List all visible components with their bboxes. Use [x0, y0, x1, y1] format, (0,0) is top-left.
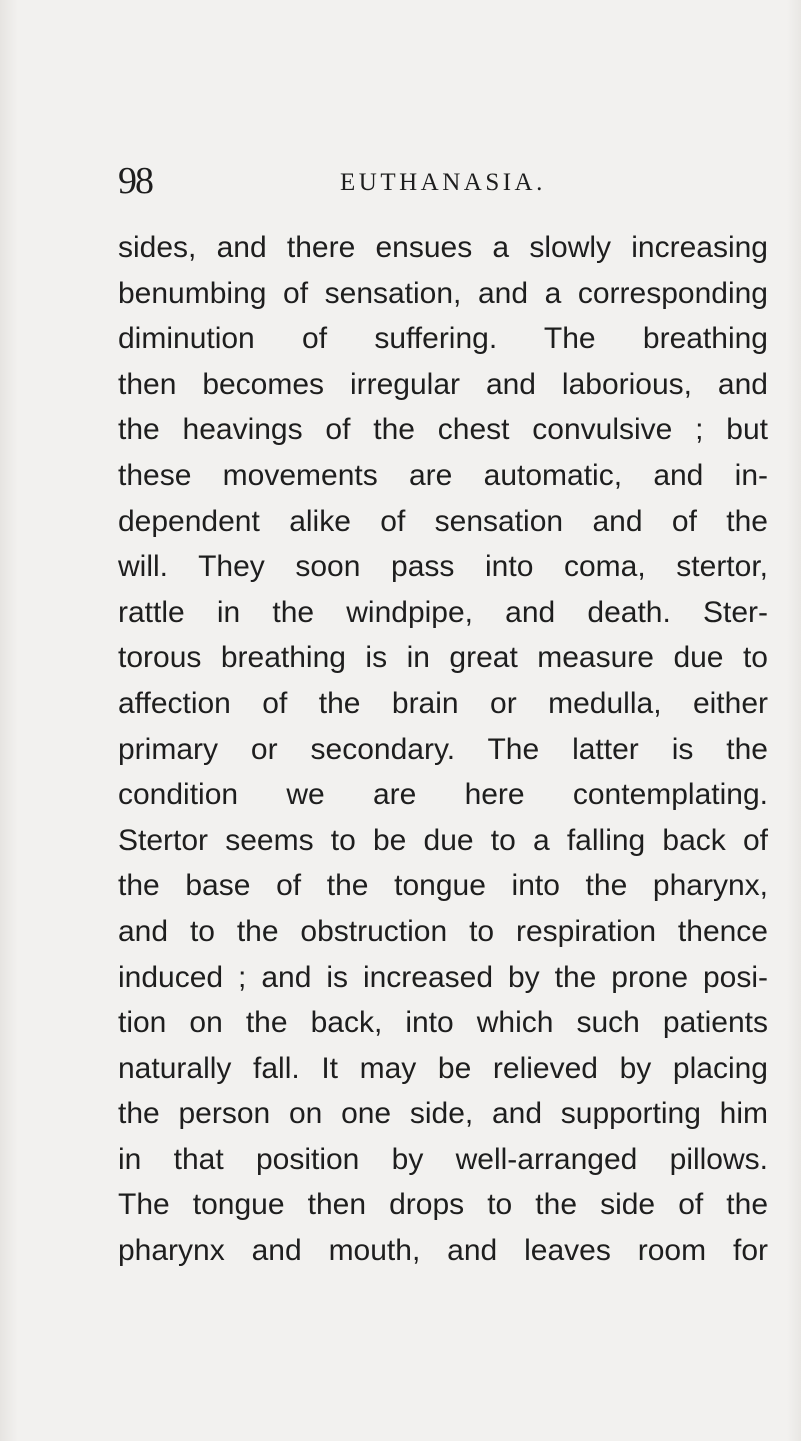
text-line: affection of the brain or medulla, either: [118, 686, 768, 720]
text-line: pharynx and mouth, and leaves room for: [118, 1234, 768, 1268]
text-line: primary or secondary. The latter is the: [118, 732, 768, 766]
text-line: tion on the back, into which such patients: [118, 1006, 768, 1040]
text-line: condition we are here contemplating.: [118, 778, 768, 812]
text-line: naturally fall. It may be relieved by placing: [118, 1051, 768, 1085]
text-line: these movements are automatic, and in-: [118, 458, 768, 492]
text-line: The tongue then drops to the side of the: [118, 1188, 768, 1222]
text-line: dependent alike of sensation and of the: [118, 504, 768, 538]
text-line: and to the obstruction to respiration thence: [118, 914, 768, 948]
text-line: sides, and there ensues a slowly increasing: [118, 231, 768, 264]
text-line: then becomes irregular and laborious, and: [118, 367, 768, 401]
page-edge-shadow-right: [787, 0, 801, 1441]
text-line: diminution of suffering. The breathing: [118, 322, 768, 356]
text-line: torous breathing is in great measure due to: [118, 641, 768, 675]
text-line: in that position by well-arranged pillows.: [118, 1142, 768, 1176]
page-number: 98: [118, 160, 152, 202]
text-line: the person on one side, and supporting him: [118, 1097, 768, 1131]
running-head: [118, 158, 768, 204]
body-text: [118, 225, 768, 1274]
text-line: the heavings of the chest convulsive ; but: [118, 413, 768, 447]
text-line: will. They soon pass into coma, stertor,: [118, 550, 768, 584]
text-line: rattle in the windpipe, and death. Ster-: [118, 595, 768, 629]
text-line: induced ; and is increased by the prone posi-: [118, 960, 768, 994]
page-edge-shadow-left: [0, 0, 18, 1441]
running-title: EUTHANASIA.: [340, 169, 546, 196]
text-line: the base of the tongue into the pharynx,: [118, 869, 768, 903]
text-line: benumbing of sensation, and a corresponding: [118, 276, 768, 310]
text-line: Stertor seems to be due to a falling back of: [118, 823, 768, 857]
